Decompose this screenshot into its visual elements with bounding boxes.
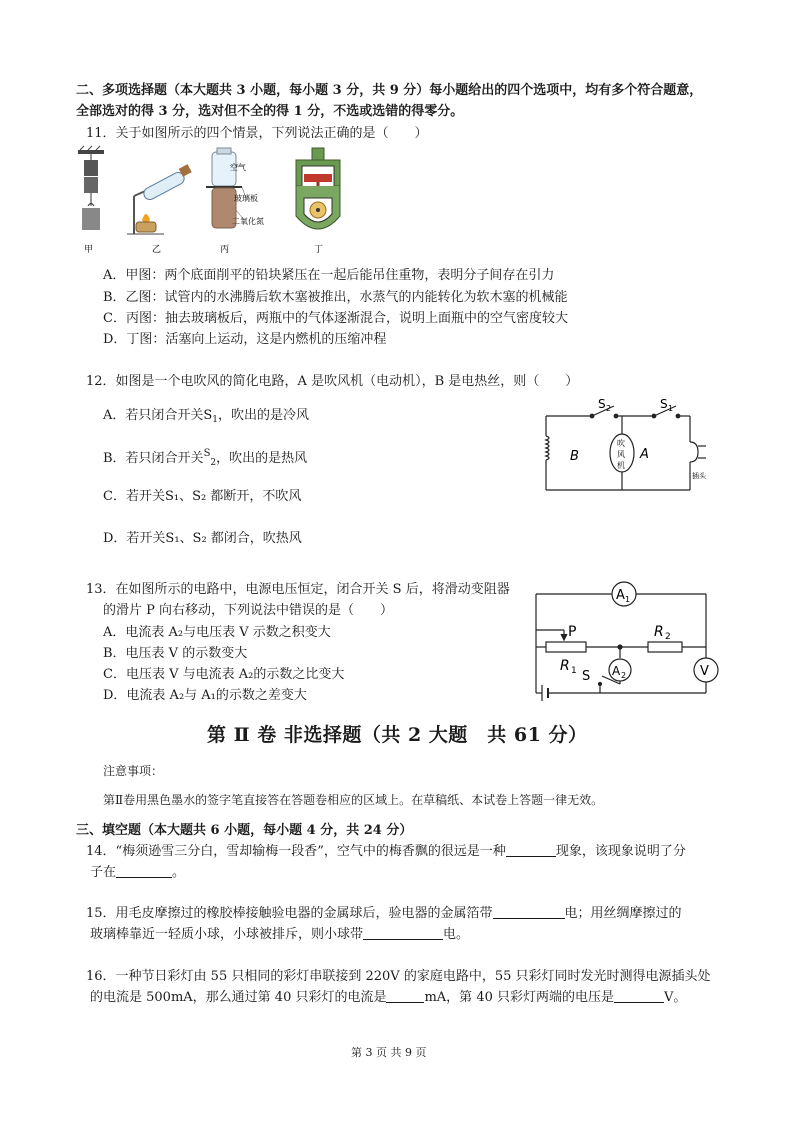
q11-option-d: D．丁图：活塞向上运动，这是内燃机的压缩冲程: [103, 332, 387, 347]
q12-a-prefix: A．若只闭合开关: [103, 408, 204, 423]
q13-label-r1: R: [560, 658, 570, 674]
q13-stem-line1: 13．在如图所示的电路中，电源电压恒定，闭合开关 S 后，将滑动变阻器: [86, 582, 510, 597]
q13-circuit: [530, 580, 730, 700]
q11-stem: 11．关于如图所示的四个情景，下列说法正确的是（ ）: [86, 126, 428, 141]
q15-text-1a: 15．用毛皮摩擦过的橡胶棒接触验电器的金属球后，验电器的金属箔带: [86, 906, 493, 921]
q16-line2: [90, 986, 686, 1005]
jar-label-glass: 玻璃板: [234, 194, 258, 203]
q13-option-d: D．电流表 A₂与 A₁的示数之差变大: [103, 688, 307, 703]
q12-motor-char2: 风: [617, 450, 625, 459]
q16-line1: 16．一种节日彩灯由 55 只相同的彩灯串联接到 220V 的家庭电路中，55 只彩灯同时发光时测得电源插头处: [86, 969, 711, 984]
q12-label-s2: S: [598, 397, 606, 411]
q12-label-b: B: [570, 449, 579, 464]
q16-text-2b: mA，第 40 只彩灯两端的电压是: [424, 990, 614, 1005]
q12-option-d: D．若开关S₁、S₂ 都闭合，吹热风: [103, 531, 302, 546]
q12-b-suffix: ，吹出的是热风: [216, 451, 308, 466]
q12-motor-char3: 机: [617, 461, 625, 470]
q12-motor-char1: 吹: [617, 439, 625, 448]
q13-label-p: P: [568, 624, 577, 640]
q12-b-prefix: B．若只闭合开关: [103, 451, 204, 466]
q15-blank-2[interactable]: [363, 926, 443, 940]
q16-blank-2[interactable]: [614, 989, 664, 1003]
q13-label-a2-sub: 2: [621, 671, 627, 680]
q12-a-switch: S: [203, 408, 213, 423]
q12-a-switch-sub: 1: [212, 415, 219, 425]
q13-label-v: V: [700, 664, 709, 679]
q16-text-2c: V。: [664, 990, 687, 1005]
q12-b-switch-sub: 2: [210, 458, 217, 468]
q15-line2: [90, 923, 469, 942]
q12-circuit: [540, 398, 720, 498]
q12-label-a: A: [640, 447, 649, 462]
q15-text-2a: 玻璃棒靠近一轻质小球，小球被排斥，则小球带: [90, 927, 364, 942]
page-footer: 第 3 页 共 9 页: [351, 1046, 427, 1059]
q13-option-a: A．电流表 A₂与电压表 V 示数之积变大: [103, 625, 331, 640]
q12-option-c: C．若开关S₁、S₂ 都断开，不吹风: [103, 489, 302, 504]
q15-text-1b: 电；用丝绸摩擦过的: [564, 906, 682, 921]
q12-plug-label: 插头: [692, 472, 706, 480]
q11-option-b: B．乙图：试管内的水沸腾后软木塞被推出，水蒸气的内能转化为软木塞的机械能: [103, 290, 568, 305]
q13-stem-line2: 的滑片 P 向右移动，下列说法中错误的是（ ）: [103, 603, 394, 618]
q11-option-c: C．丙图：抽去玻璃板后，两瓶中的气体逐渐混合，说明上面瓶中的空气密度较大: [103, 311, 568, 326]
q13-label-a2: A: [612, 664, 621, 678]
section3-header: 三、填空题（本大题共 6 小题，每小题 4 分，共 24 分）: [76, 823, 413, 838]
fig-label-bing: 丙: [220, 245, 230, 255]
q12-label-s2-sub: 2: [606, 404, 612, 413]
jar-label-air: 空气: [230, 163, 246, 172]
q16-text-2a: 的电流是 500mA，那么通过第 40 只彩灯的电流是: [90, 990, 387, 1005]
fig-label-yi: 乙: [152, 245, 162, 255]
q12-b-switch: S: [203, 448, 211, 459]
q14-text-2a: 子在: [90, 865, 117, 880]
fig-label-jia: 甲: [84, 245, 94, 255]
q15-blank-1[interactable]: [493, 905, 565, 919]
q12-a-suffix: ，吹出的是冷风: [218, 408, 310, 423]
q12-stem: 12．如图是一个电吹风的简化电路，A 是吹风机（电动机），B 是电热丝，则（ ）: [86, 374, 579, 389]
q13-option-b: B．电压表 V 的示数变大: [103, 646, 248, 661]
q14-text-2b: 。: [172, 865, 186, 880]
section2-header-line2: 全部选对的得 3 分，选对但不全的得 1 分，不选或选错的得零分。: [76, 104, 464, 119]
q12-option-b: [103, 447, 307, 468]
q13-label-s: S: [582, 669, 591, 684]
jar-label-no2: 二氧化氮: [232, 217, 264, 226]
q13-option-c: C．电压表 V 与电流表 A₂的示数之比变大: [103, 667, 345, 682]
part2-notes-text: 第Ⅱ卷用黑色墨水的签字笔直接答在答题卷相应的区域上。在草稿纸、本试卷上答题一律无效。: [103, 793, 604, 807]
q14-text-1a: 14．“梅须逊雪三分白，雪却输梅一段香”，空气中的梅香飘的很远是一种: [86, 844, 506, 859]
q15-line1: [86, 902, 682, 921]
q15-text-2b: 电。: [443, 927, 470, 942]
part2-notes-title: 注意事项：: [103, 764, 164, 778]
figure-yi-test-tube: [127, 164, 192, 234]
q13-label-r2-sub: 2: [665, 632, 671, 642]
figure-bing-gas-jars: [206, 148, 246, 228]
figure-ding-engine: [296, 148, 340, 229]
q11-figure: [72, 146, 362, 258]
q14-line1: [86, 840, 686, 859]
q14-blank-2[interactable]: [116, 864, 172, 878]
q14-text-1b: 现象，该现象说明了分: [555, 844, 686, 859]
q13-label-a1-sub: 1: [625, 595, 631, 604]
q12-label-s1: S: [660, 397, 668, 411]
q11-option-a: A．甲图：两个底面削平的铅块紧压在一起后能吊住重物，表明分子间存在引力: [103, 268, 555, 283]
q14-blank-1[interactable]: [506, 843, 556, 857]
q12-option-a: [103, 404, 309, 425]
q13-label-a1: A: [616, 588, 625, 603]
q12-label-s1-sub: 1: [668, 404, 674, 413]
q14-line2: [90, 861, 185, 880]
fig-label-ding: 丁: [314, 245, 324, 255]
q13-label-r1-sub: 1: [571, 666, 577, 676]
figure-jia-lead-blocks: [78, 146, 104, 230]
q13-label-r2: R: [654, 624, 664, 640]
q16-blank-1[interactable]: [386, 989, 424, 1003]
part2-title: 第 Ⅱ 卷 非选择题（共 2 大题 共 61 分）: [207, 724, 588, 746]
section2-header-line1: 二、多项选择题（本大题共 3 小题，每小题 3 分，共 9 分）每小题给出的四个选项中，均有多个符合题意，: [76, 83, 703, 98]
